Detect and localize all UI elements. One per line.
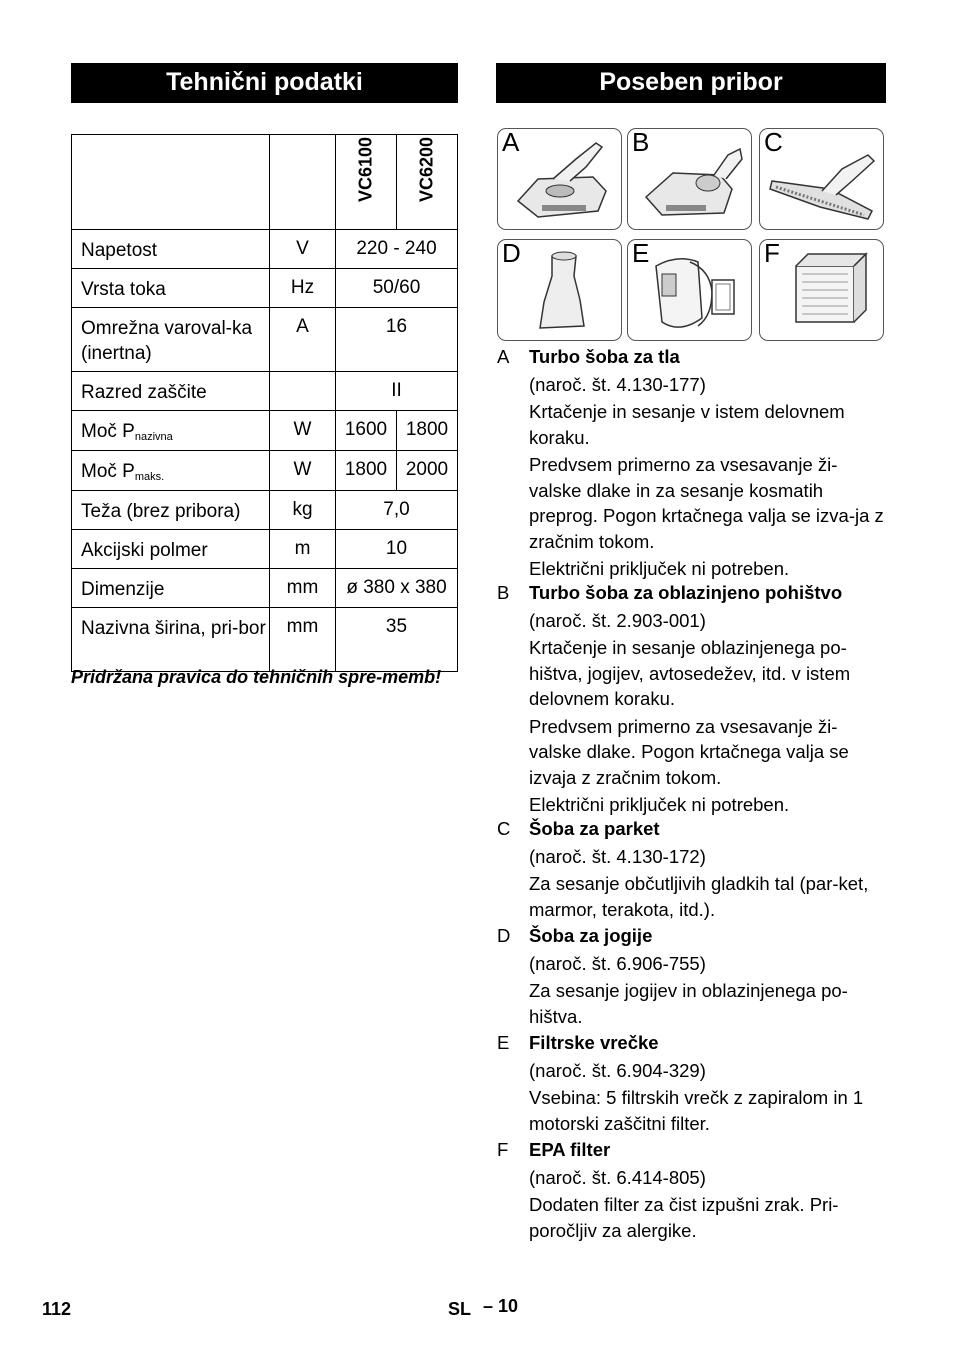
table-row: Vrsta toka Hz 50/60 xyxy=(72,269,458,308)
table-row: Moč $P_{nazivna}$ W 1600 1800 xyxy=(72,411,458,451)
filter-bags-illustration xyxy=(628,240,752,341)
accessory-tile-d: D xyxy=(497,239,622,341)
accessory-item-c: C Šoba za parket (naroč. št. 4.130-172) Za sesanje občutljivih gladkih tal (par-ket, marmor, terakota, itd.). xyxy=(497,818,869,920)
table-row: Razred zaščite II xyxy=(72,372,458,411)
parquet-nozzle-illustration xyxy=(760,129,884,230)
table-row: Moč $P_{maks.}$ W 1800 2000 xyxy=(72,451,458,491)
language-code: SL xyxy=(448,1299,472,1319)
model-header: VC6100 xyxy=(336,135,397,230)
table-row: Napetost V 220 - 240 xyxy=(72,230,458,269)
accessory-tile-f: F xyxy=(759,239,884,341)
turbo-floor-nozzle-illustration xyxy=(498,129,622,230)
accessory-item-d: D Šoba za jogije (naroč. št. 6.906-755) Za sesanje jogijev in oblazinjenega po-hištva. xyxy=(497,925,848,1027)
table-row: Dimenzije mm ø 380 x 380 xyxy=(72,569,458,608)
technical-data-table xyxy=(71,134,458,672)
accessory-tile-b: B xyxy=(627,128,752,230)
table-row: Akcijski polmer m 10 xyxy=(72,530,458,569)
page-number: 112 xyxy=(42,1299,72,1319)
mattress-nozzle-illustration xyxy=(498,240,622,341)
turbo-upholstery-nozzle-illustration xyxy=(628,129,752,230)
accessory-item-e: E Filtrske vrečke (naroč. št. 6.904-329) Vsebina: 5 filtrskih vrečk z zapiralom in 1 motorski zaščitni filter. xyxy=(497,1032,864,1134)
model-header: VC6200 xyxy=(397,135,458,230)
accessory-item-f: F EPA filter (naroč. št. 6.414-805) Dodaten filter za čist izpušni zrak. Pri-poročljiv za alergike. xyxy=(497,1139,839,1241)
accessory-tile-a: A xyxy=(497,128,622,230)
accessory-tile-e: E xyxy=(627,239,752,341)
table-row: Omrežna varoval-ka (inertna) A 16 xyxy=(72,308,458,372)
section-page-number: – 10 xyxy=(483,1296,519,1316)
accessory-tile-c: C xyxy=(759,128,884,230)
accessory-item-a: A Turbo šoba za tla (naroč. št. 4.130-177) Krtačenje in sesanje v istem delovnem koraku. Predvsem primerno za vsesavanje ži-valske dlake in za sesanje kosmatih preprog. Pogon krtačnega valja se izva-ja z zračnim tokom. Električni priključek ni potreben. xyxy=(497,346,884,579)
specs-change-note: Pridržana pravica do tehničnih spre-memb! xyxy=(71,667,442,687)
section-title-technical-data: Tehnični podatki xyxy=(71,63,458,103)
epa-filter-illustration xyxy=(760,240,884,341)
table-row: Nazivna širina, pri-bor mm 35 xyxy=(72,608,458,672)
accessory-item-b: B Turbo šoba za oblazinjeno pohištvo (naroč. št. 2.903-001) Krtačenje in sesanje oblazinjenega po-hištva, jogijev, avtosedežev, itd. v istem delovnem koraku. Predvsem primerno za vsesavanje ži-valske dlake. Pogon krtačnega valja se izvaja z zračnim tokom. Električni priključek ni potreben. xyxy=(497,582,851,815)
table-row: Teža (brez pribora) kg 7,0 xyxy=(72,491,458,530)
section-title-accessories: Poseben pribor xyxy=(496,63,886,103)
